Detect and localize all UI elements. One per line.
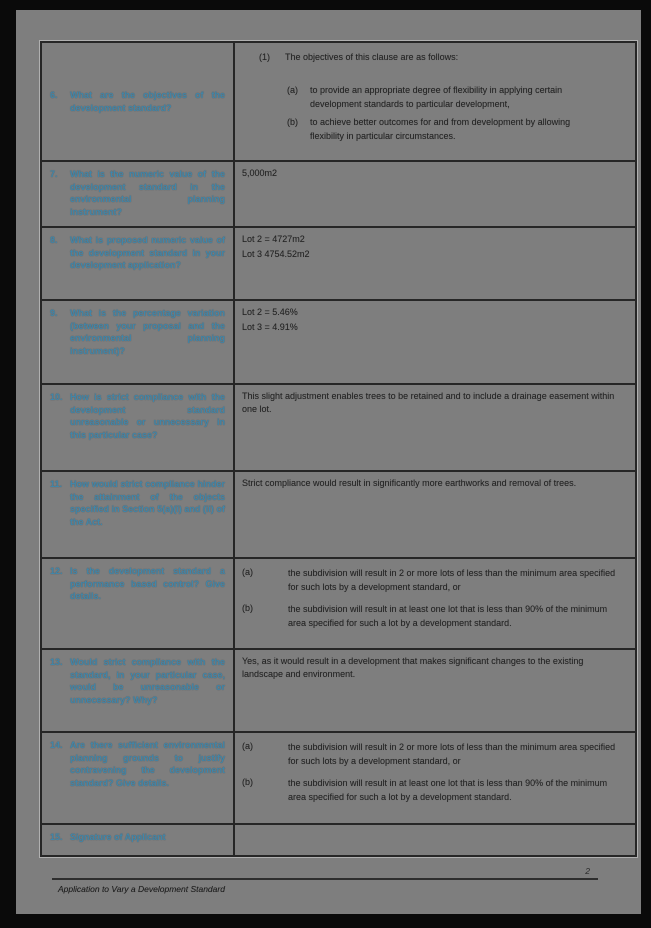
answer-cell bbox=[235, 43, 635, 160]
answer-cell bbox=[235, 301, 635, 383]
table-row-q11 bbox=[42, 470, 635, 557]
signature-answer-cell bbox=[235, 825, 635, 855]
page-footer bbox=[52, 866, 598, 894]
table-row-q7 bbox=[42, 160, 635, 226]
answer-cell bbox=[235, 733, 635, 823]
item-text: the subdivision will result in at least one lot that is less than 90% of the minimum area specified for such a lot by a development standard. bbox=[288, 777, 608, 803]
question-cell bbox=[42, 301, 235, 383]
answer-item-a bbox=[242, 566, 625, 595]
item-text: the subdivision will result in 2 or more lots of less than the minimum area specified for such lots by a development standard, or bbox=[288, 568, 616, 593]
item-label: (a) bbox=[242, 741, 253, 751]
table-row-q13 bbox=[42, 648, 635, 731]
question-cell bbox=[42, 43, 235, 160]
table-row-q9 bbox=[42, 299, 635, 383]
question-cell bbox=[42, 825, 235, 855]
item-label: (b) bbox=[242, 776, 253, 787]
item-label: (a) bbox=[287, 85, 298, 96]
question-text: What is the numeric value of the development standard in the environmental planning instrument? bbox=[70, 169, 225, 217]
table-row-q14 bbox=[42, 731, 635, 823]
question-number: 8. bbox=[50, 235, 58, 245]
question-cell bbox=[42, 650, 235, 731]
question-text: What is proposed numeric value of the development standard in your development application? bbox=[70, 235, 225, 271]
question-text: What is the percentage variation (between your proposal and the environmental planning instrument)? bbox=[70, 308, 225, 356]
answer-text: Yes, as it would result in a development that makes significant changes to the existing landscape and environment. bbox=[242, 656, 584, 680]
scanned-document-page bbox=[16, 10, 641, 914]
answer-item-b bbox=[242, 602, 625, 631]
table-row-q10 bbox=[42, 383, 635, 470]
question-number: 15. bbox=[50, 832, 63, 842]
item-label: (a) bbox=[242, 567, 253, 577]
answer-cell bbox=[235, 559, 635, 648]
clause-label: (1) bbox=[259, 52, 270, 62]
item-text: the subdivision will result in at least one lot that is less than 90% of the minimum area specified for such a lot by a development standard. bbox=[288, 603, 608, 629]
item-label: (b) bbox=[287, 116, 298, 127]
question-text: Would strict compliance with the standard, in your particular case, would be unreasonable or unnecessary? Why? bbox=[70, 657, 225, 705]
question-number: 14. bbox=[50, 740, 63, 750]
question-cell bbox=[42, 385, 235, 470]
question-cell bbox=[42, 559, 235, 648]
question-cell bbox=[42, 162, 235, 226]
question-number: 9. bbox=[50, 308, 58, 318]
variation-form-table bbox=[40, 41, 637, 857]
question-cell bbox=[42, 733, 235, 823]
footer-rule bbox=[52, 878, 598, 880]
answer-intro bbox=[259, 51, 625, 64]
answer-text: Strict compliance would result in significantly more earthworks and removal of trees. bbox=[242, 478, 577, 488]
answer-text: Lot 2 = 4727m2 bbox=[242, 234, 305, 244]
answer-text: 5,000m2 bbox=[242, 168, 278, 178]
clause-text: The objectives of this clause are as follows: bbox=[285, 52, 459, 62]
footer-title: Application to Vary a Development Standard bbox=[58, 884, 225, 894]
answer-cell bbox=[235, 385, 635, 470]
answer-item-b bbox=[242, 776, 625, 805]
question-number: 11. bbox=[50, 479, 63, 489]
item-text: the subdivision will result in 2 or more lots of less than the minimum area specified for such lots by a development standard, or bbox=[288, 742, 616, 767]
question-number: 7. bbox=[50, 169, 58, 179]
table-row-q8 bbox=[42, 226, 635, 299]
item-text: to achieve better outcomes for and from development by allowing flexibility in particular circumstances. bbox=[310, 116, 571, 141]
question-text: What are the objectives of the development standard? bbox=[70, 90, 225, 113]
question-cell bbox=[42, 472, 235, 557]
question-text: How is strict compliance with the development standard unreasonable or unnecessary in this particular case? bbox=[70, 392, 225, 440]
question-text: Is the development standard a performance based control? Give details. bbox=[70, 566, 225, 602]
table-row-q6 bbox=[42, 43, 635, 160]
page-number: 2 bbox=[585, 866, 590, 876]
answer-cell bbox=[235, 228, 635, 299]
table-row-q15 bbox=[42, 823, 635, 855]
item-label: (b) bbox=[242, 602, 253, 613]
answer-cell bbox=[235, 472, 635, 557]
question-number: 12. bbox=[50, 566, 63, 576]
answer-text: Lot 3 4754.52m2 bbox=[242, 249, 310, 260]
answer-text: This slight adjustment enables trees to be retained and to include a drainage easement within one lot. bbox=[242, 391, 615, 415]
question-text: Are there sufficient environmental planning grounds to justify contravening the development standard? Give details. bbox=[70, 740, 225, 788]
answer-text: Lot 3 = 4.91% bbox=[242, 322, 298, 333]
question-text: How would strict compliance hinder the attainment of the objects specified in Section 5(a)(i) and (ii) of the Act. bbox=[70, 479, 225, 527]
answer-subitems bbox=[287, 84, 625, 144]
question-cell bbox=[42, 228, 235, 299]
table-row-q12 bbox=[42, 557, 635, 648]
question-text: Signature of Applicant bbox=[70, 832, 166, 842]
answer-cell bbox=[235, 650, 635, 731]
question-number: 6. bbox=[50, 90, 58, 101]
answer-text: Lot 2 = 5.46% bbox=[242, 307, 298, 317]
question-number: 13. bbox=[50, 657, 63, 667]
item-text: to provide an appropriate degree of flexibility in applying certain development standards to particular development, bbox=[310, 85, 563, 109]
answer-cell bbox=[235, 162, 635, 226]
answer-item-b bbox=[287, 116, 601, 144]
answer-item-a bbox=[287, 84, 601, 112]
answer-item-a bbox=[242, 740, 625, 769]
question-number: 10. bbox=[50, 392, 63, 402]
